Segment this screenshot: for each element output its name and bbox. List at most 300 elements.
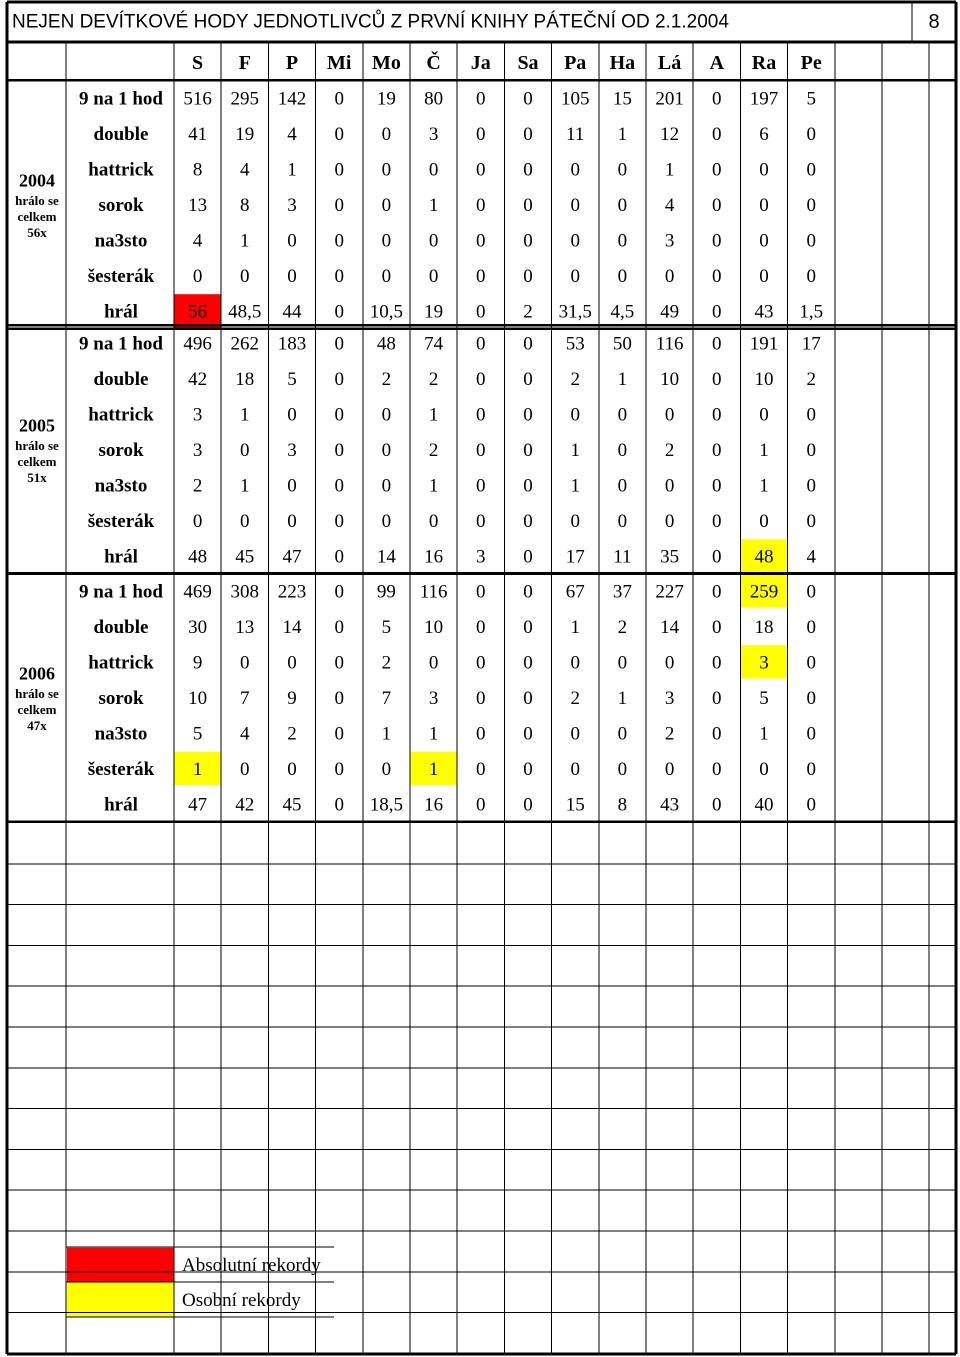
value-cell: 0 xyxy=(192,510,203,532)
value-cell: 0 xyxy=(806,404,816,426)
value-cell: 1 xyxy=(240,404,250,426)
value-cell: 0 xyxy=(334,265,344,287)
value-cell: 0 xyxy=(523,439,533,461)
value-cell: 0 xyxy=(192,265,203,287)
value-cell: 11 xyxy=(613,546,632,568)
value-cell: 0 xyxy=(806,652,816,674)
value-cell: 0 xyxy=(712,301,722,323)
value-cell: 142 xyxy=(277,88,307,110)
value-cell: 5 xyxy=(192,723,203,745)
value-cell: 0 xyxy=(334,723,344,745)
value-cell: 0 xyxy=(806,123,816,145)
value-cell: 0 xyxy=(476,687,486,709)
value-cell: 0 xyxy=(476,88,486,110)
value-cell: 0 xyxy=(476,404,486,426)
value-cell: 0 xyxy=(664,510,675,532)
value-cell: 0 xyxy=(476,723,486,745)
value-cell: 0 xyxy=(617,652,628,674)
value-cell: 56 xyxy=(188,301,208,323)
value-cell: 0 xyxy=(617,159,628,181)
value-cell: 1 xyxy=(570,616,580,638)
row-label: hrál xyxy=(104,546,138,568)
value-cell: 0 xyxy=(476,194,486,216)
year-label: 2006 xyxy=(19,663,55,684)
value-cell: 16 xyxy=(424,546,444,568)
value-cell: 2 xyxy=(523,301,533,323)
value-cell: 4 xyxy=(806,546,816,568)
value-cell: 1,5 xyxy=(799,301,824,323)
value-cell: 0 xyxy=(712,687,722,709)
value-cell: 80 xyxy=(424,88,444,110)
value-cell: 0 xyxy=(523,687,533,709)
value-cell: 0 xyxy=(523,758,533,780)
value-cell: 3 xyxy=(759,652,769,674)
value-cell: 0 xyxy=(523,123,533,145)
value-cell: 53 xyxy=(565,333,585,355)
value-cell: 0 xyxy=(806,510,816,532)
value-cell: 0 xyxy=(806,723,816,745)
value-cell: 201 xyxy=(655,88,684,110)
year-label: 2005 xyxy=(19,415,55,436)
year-label: 2004 xyxy=(19,170,55,191)
value-cell: 0 xyxy=(476,581,486,603)
value-cell: 5 xyxy=(759,687,769,709)
value-cell: 0 xyxy=(240,510,250,532)
value-cell: 43 xyxy=(660,794,680,816)
year-subtitle: hrálo se xyxy=(15,192,59,208)
row-label: 9 na 1 hod xyxy=(79,581,163,603)
value-cell: 14 xyxy=(282,616,302,638)
value-cell: 0 xyxy=(381,475,392,497)
row-label: šesterák xyxy=(87,265,155,287)
value-cell: 496 xyxy=(183,333,212,355)
value-cell: 0 xyxy=(712,230,722,252)
value-cell: 0 xyxy=(806,794,816,816)
value-cell: 48 xyxy=(376,333,396,355)
value-cell: 44 xyxy=(282,301,302,323)
value-cell: 49 xyxy=(660,301,680,323)
value-cell: 4,5 xyxy=(610,301,635,323)
value-cell: 0 xyxy=(476,652,486,674)
value-cell: 0 xyxy=(712,88,722,110)
value-cell: 1 xyxy=(381,723,392,745)
value-cell: 2 xyxy=(806,368,816,390)
value-cell: 0 xyxy=(381,194,392,216)
value-cell: 2 xyxy=(192,475,203,497)
value-cell: 48,5 xyxy=(228,301,262,323)
value-cell: 0 xyxy=(570,230,580,252)
row-label: hrál xyxy=(104,794,138,816)
value-cell: 9 xyxy=(192,652,203,674)
value-cell: 45 xyxy=(282,794,302,816)
legend-label: Osobní rekordy xyxy=(182,1290,301,1311)
value-cell: 5 xyxy=(806,88,816,110)
value-cell: 0 xyxy=(476,265,486,287)
value-cell: 18 xyxy=(754,616,774,638)
column-header: Lá xyxy=(657,52,682,74)
value-cell: 0 xyxy=(476,368,486,390)
year-subtitle: celkem xyxy=(17,453,57,469)
value-cell: 0 xyxy=(523,88,533,110)
value-cell: 262 xyxy=(230,333,260,355)
value-cell: 2 xyxy=(381,368,392,390)
value-cell: 3 xyxy=(192,439,203,461)
value-cell: 7 xyxy=(381,687,392,709)
value-cell: 0 xyxy=(523,265,533,287)
row-label: hattrick xyxy=(88,404,154,426)
value-cell: 74 xyxy=(424,333,444,355)
row-label: sorok xyxy=(98,194,144,216)
value-cell: 0 xyxy=(381,123,392,145)
value-cell: 47 xyxy=(188,794,208,816)
value-cell: 0 xyxy=(664,475,675,497)
value-cell: 0 xyxy=(334,159,344,181)
value-cell: 4 xyxy=(240,159,250,181)
value-cell: 0 xyxy=(428,652,439,674)
value-cell: 0 xyxy=(664,652,675,674)
value-cell: 1 xyxy=(617,123,628,145)
value-cell: 1 xyxy=(428,404,439,426)
value-cell: 8 xyxy=(192,159,203,181)
value-cell: 48 xyxy=(754,546,774,568)
value-cell: 183 xyxy=(277,333,307,355)
column-header: A xyxy=(709,52,725,74)
value-cell: 0 xyxy=(617,758,628,780)
value-cell: 0 xyxy=(617,265,628,287)
value-cell: 0 xyxy=(523,510,533,532)
value-cell: 0 xyxy=(428,230,439,252)
value-cell: 0 xyxy=(712,581,722,603)
value-cell: 0 xyxy=(334,194,344,216)
value-cell: 1 xyxy=(759,439,769,461)
value-cell: 0 xyxy=(712,794,722,816)
value-cell: 0 xyxy=(428,510,439,532)
year-subtitle: 51x xyxy=(27,469,47,485)
value-cell: 0 xyxy=(334,333,344,355)
value-cell: 0 xyxy=(287,510,297,532)
value-cell: 2 xyxy=(570,687,580,709)
value-cell: 0 xyxy=(664,404,675,426)
value-cell: 41 xyxy=(188,123,208,145)
value-cell: 0 xyxy=(523,475,533,497)
value-cell: 0 xyxy=(381,510,392,532)
row-label: double xyxy=(93,368,149,390)
value-cell: 31,5 xyxy=(558,301,592,323)
value-cell: 0 xyxy=(334,230,344,252)
column-header: Sa xyxy=(517,52,539,74)
value-cell: 0 xyxy=(712,439,722,461)
page-title: NEJEN DEVÍTKOVÉ HODY JEDNOTLIVCŮ Z PRVNÍ KNIHY PÁTEČNÍ OD 2.1.2004 xyxy=(12,11,729,33)
value-cell: 19 xyxy=(235,123,255,145)
value-cell: 10 xyxy=(754,368,774,390)
value-cell: 0 xyxy=(712,616,722,638)
value-cell: 0 xyxy=(381,439,392,461)
table-texts xyxy=(12,11,940,1312)
value-cell: 0 xyxy=(759,404,769,426)
value-cell: 8 xyxy=(240,194,250,216)
column-header: P xyxy=(285,52,299,74)
value-cell: 40 xyxy=(754,794,774,816)
legend-label: Absolutní rekordy xyxy=(182,1255,321,1276)
value-cell: 17 xyxy=(801,333,821,355)
value-cell: 0 xyxy=(334,652,344,674)
value-cell: 2 xyxy=(664,723,675,745)
value-cell: 0 xyxy=(806,439,816,461)
value-cell: 0 xyxy=(334,510,344,532)
value-cell: 18,5 xyxy=(369,794,404,816)
value-cell: 0 xyxy=(570,159,580,181)
column-header: Pe xyxy=(800,52,822,74)
value-cell: 3 xyxy=(664,687,675,709)
value-cell: 2 xyxy=(428,368,439,390)
value-cell: 1 xyxy=(428,758,439,780)
value-cell: 0 xyxy=(334,439,344,461)
value-cell: 15 xyxy=(565,794,585,816)
value-cell: 19 xyxy=(376,88,396,110)
value-cell: 0 xyxy=(381,230,392,252)
column-header: Ja xyxy=(470,52,491,74)
value-cell: 0 xyxy=(712,758,722,780)
value-cell: 0 xyxy=(523,652,533,674)
value-cell: 0 xyxy=(476,159,486,181)
value-cell: 0 xyxy=(712,475,722,497)
value-cell: 14 xyxy=(660,616,680,638)
value-cell: 0 xyxy=(287,230,297,252)
value-cell: 0 xyxy=(240,265,250,287)
value-cell: 45 xyxy=(235,546,255,568)
value-cell: 0 xyxy=(712,123,722,145)
value-cell: 0 xyxy=(334,687,344,709)
value-cell: 0 xyxy=(806,581,816,603)
value-cell: 1 xyxy=(287,159,297,181)
value-cell: 0 xyxy=(334,758,344,780)
value-cell: 9 xyxy=(287,687,297,709)
value-cell: 1 xyxy=(759,475,769,497)
row-label: 9 na 1 hod xyxy=(79,333,163,355)
value-cell: 42 xyxy=(235,794,255,816)
value-cell: 0 xyxy=(334,404,344,426)
value-cell: 6 xyxy=(759,123,769,145)
value-cell: 0 xyxy=(523,159,533,181)
value-cell: 3 xyxy=(428,123,439,145)
value-cell: 0 xyxy=(476,333,486,355)
value-cell: 0 xyxy=(806,194,816,216)
value-cell: 0 xyxy=(523,581,533,603)
value-cell: 0 xyxy=(664,758,675,780)
row-label: 9 na 1 hod xyxy=(79,88,163,110)
value-cell: 0 xyxy=(570,265,580,287)
row-label: sorok xyxy=(98,687,144,709)
value-cell: 4 xyxy=(664,194,675,216)
value-cell: 0 xyxy=(476,510,486,532)
value-cell: 0 xyxy=(806,159,816,181)
value-cell: 0 xyxy=(334,301,344,323)
value-cell: 13 xyxy=(235,616,255,638)
value-cell: 0 xyxy=(570,723,580,745)
value-cell: 47 xyxy=(282,546,302,568)
value-cell: 227 xyxy=(655,581,684,603)
value-cell: 4 xyxy=(287,123,297,145)
value-cell: 0 xyxy=(712,159,722,181)
value-cell: 0 xyxy=(570,194,580,216)
value-cell: 0 xyxy=(759,758,769,780)
column-header: Mo xyxy=(371,52,401,74)
value-cell: 3 xyxy=(192,404,203,426)
value-cell: 308 xyxy=(230,581,260,603)
row-label: šesterák xyxy=(87,758,155,780)
value-cell: 4 xyxy=(240,723,250,745)
legend-swatch xyxy=(67,1283,174,1317)
year-subtitle: celkem xyxy=(17,701,57,717)
value-cell: 2 xyxy=(664,439,675,461)
value-cell: 0 xyxy=(381,758,392,780)
value-cell: 10,5 xyxy=(369,301,404,323)
value-cell: 17 xyxy=(565,546,585,568)
value-cell: 0 xyxy=(617,194,628,216)
value-cell: 0 xyxy=(334,794,344,816)
value-cell: 0 xyxy=(617,439,628,461)
value-cell: 5 xyxy=(381,616,392,638)
value-cell: 5 xyxy=(287,368,297,390)
row-label: double xyxy=(93,123,149,145)
value-cell: 2 xyxy=(381,652,392,674)
row-label: hattrick xyxy=(88,159,154,181)
value-cell: 1 xyxy=(428,723,439,745)
year-subtitle: 47x xyxy=(27,717,47,733)
value-cell: 197 xyxy=(749,88,779,110)
value-cell: 0 xyxy=(287,475,297,497)
value-cell: 0 xyxy=(570,510,580,532)
row-label: na3sto xyxy=(94,230,148,252)
value-cell: 0 xyxy=(476,616,486,638)
value-cell: 0 xyxy=(617,510,628,532)
value-cell: 116 xyxy=(419,581,448,603)
value-cell: 1 xyxy=(664,159,675,181)
value-cell: 1 xyxy=(617,687,628,709)
value-cell: 2 xyxy=(428,439,439,461)
value-cell: 0 xyxy=(712,723,722,745)
value-cell: 15 xyxy=(612,88,632,110)
value-cell: 14 xyxy=(376,546,396,568)
value-cell: 0 xyxy=(476,475,486,497)
value-cell: 0 xyxy=(287,652,297,674)
value-cell: 0 xyxy=(712,546,722,568)
row-label: na3sto xyxy=(94,475,148,497)
year-subtitle: celkem xyxy=(17,208,57,224)
year-subtitle: 56x xyxy=(27,224,47,240)
value-cell: 10 xyxy=(188,687,208,709)
value-cell: 105 xyxy=(560,88,590,110)
value-cell: 0 xyxy=(806,230,816,252)
value-cell: 0 xyxy=(712,265,722,287)
value-cell: 10 xyxy=(660,368,680,390)
value-cell: 0 xyxy=(617,230,628,252)
value-cell: 0 xyxy=(712,510,722,532)
value-cell: 0 xyxy=(381,265,392,287)
value-cell: 10 xyxy=(424,616,444,638)
value-cell: 0 xyxy=(570,652,580,674)
value-cell: 0 xyxy=(523,368,533,390)
value-cell: 11 xyxy=(566,123,585,145)
year-subtitle: hrálo se xyxy=(15,685,59,701)
sheet-number: 8 xyxy=(928,11,940,33)
value-cell: 0 xyxy=(476,123,486,145)
value-cell: 1 xyxy=(428,475,439,497)
value-cell: 469 xyxy=(183,581,212,603)
value-cell: 0 xyxy=(334,475,344,497)
value-cell: 191 xyxy=(749,333,779,355)
row-label: sorok xyxy=(98,439,144,461)
value-cell: 0 xyxy=(523,546,533,568)
value-cell: 3 xyxy=(428,687,439,709)
value-cell: 0 xyxy=(428,159,439,181)
value-cell: 1 xyxy=(570,439,580,461)
value-cell: 295 xyxy=(230,88,260,110)
value-cell: 67 xyxy=(565,581,585,603)
value-cell: 0 xyxy=(617,404,628,426)
value-cell: 7 xyxy=(240,687,250,709)
value-cell: 0 xyxy=(759,159,769,181)
value-cell: 0 xyxy=(523,794,533,816)
value-cell: 0 xyxy=(334,368,344,390)
value-cell: 0 xyxy=(806,687,816,709)
value-cell: 116 xyxy=(655,333,684,355)
value-cell: 16 xyxy=(424,794,444,816)
value-cell: 0 xyxy=(523,723,533,745)
value-cell: 0 xyxy=(334,581,344,603)
value-cell: 0 xyxy=(806,758,816,780)
row-label: šesterák xyxy=(87,510,155,532)
value-cell: 516 xyxy=(183,88,212,110)
value-cell: 0 xyxy=(287,758,297,780)
value-cell: 0 xyxy=(476,794,486,816)
value-cell: 0 xyxy=(476,758,486,780)
column-header: Ra xyxy=(751,52,777,74)
value-cell: 3 xyxy=(287,439,297,461)
value-cell: 0 xyxy=(523,230,533,252)
value-cell: 1 xyxy=(428,194,439,216)
value-cell: 0 xyxy=(240,652,250,674)
value-cell: 0 xyxy=(476,301,486,323)
value-cell: 50 xyxy=(612,333,632,355)
value-cell: 0 xyxy=(334,546,344,568)
value-cell: 223 xyxy=(277,581,307,603)
value-cell: 48 xyxy=(188,546,208,568)
value-cell: 0 xyxy=(712,652,722,674)
value-cell: 0 xyxy=(334,123,344,145)
value-cell: 12 xyxy=(660,123,680,145)
value-cell: 0 xyxy=(712,368,722,390)
value-cell: 0 xyxy=(806,265,816,287)
value-cell: 0 xyxy=(476,230,486,252)
value-cell: 0 xyxy=(334,616,344,638)
column-header: F xyxy=(238,52,251,74)
column-header: Mi xyxy=(326,52,352,74)
value-cell: 0 xyxy=(428,265,439,287)
value-cell: 0 xyxy=(759,510,769,532)
value-cell: 0 xyxy=(240,758,250,780)
value-cell: 1 xyxy=(192,758,203,780)
value-cell: 0 xyxy=(334,88,344,110)
value-cell: 1 xyxy=(759,723,769,745)
value-cell: 37 xyxy=(612,581,632,603)
value-cell: 3 xyxy=(287,194,297,216)
value-cell: 1 xyxy=(617,368,628,390)
value-cell: 43 xyxy=(754,301,774,323)
value-cell: 2 xyxy=(570,368,580,390)
value-cell: 0 xyxy=(759,265,769,287)
value-cell: 0 xyxy=(806,475,816,497)
